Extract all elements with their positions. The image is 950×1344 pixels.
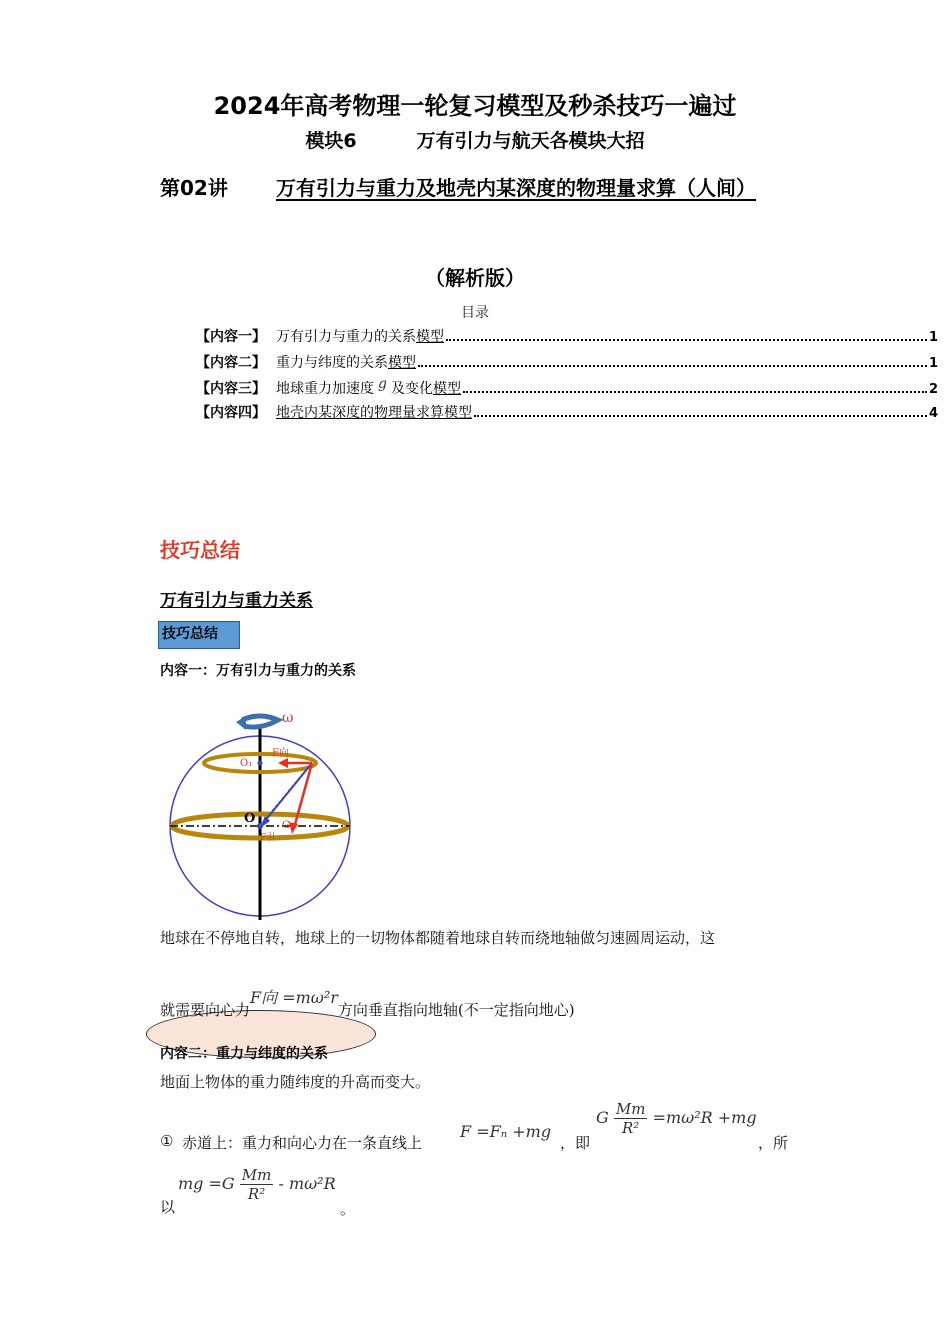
toc-tag: 【内容二】: [196, 355, 266, 371]
circled-number-1: ①: [160, 1132, 174, 1150]
lecture-name: 万有引力与重力及地壳内某深度的物理量求算（人间）: [276, 176, 756, 200]
toc-leader: [446, 338, 927, 341]
toc-label-underlined: 地壳内某深度的物理量求算模型: [276, 405, 472, 421]
ring-center-point: [258, 761, 263, 766]
section-title: 技巧总结: [160, 538, 240, 562]
toc-tag: 【内容三】: [196, 381, 266, 397]
item-1-text-c: ，所: [758, 1134, 789, 1152]
toc-page-number: 1: [928, 330, 938, 345]
toc-symbol-g: g: [378, 376, 387, 392]
fraction-denominator: R²: [247, 1185, 266, 1203]
toc-page-number: 1: [928, 356, 938, 371]
toc-label-2: 及变化: [390, 381, 433, 397]
item-1-line-2: [160, 1164, 792, 1220]
gravitation-fraction: [614, 1100, 648, 1137]
item-1-line-1: [160, 1100, 792, 1152]
toc-heading: 目录: [461, 305, 489, 321]
centripetal-force-formula: F向 =mω²r: [250, 988, 338, 1007]
toc-item-2[interactable]: [196, 352, 938, 372]
module-name: 万有引力与航天各模块大招: [416, 130, 645, 152]
paragraph-1-text-b: 方向垂直指向地轴(不一定指向地心): [337, 1001, 575, 1019]
paragraph-2: 地面上物体的重力随纬度的升高而变大。: [160, 1073, 431, 1091]
fraction-denominator: R²: [622, 1119, 640, 1137]
weight-formula-rest: - mω²R: [278, 1174, 336, 1193]
gravity-force-arrowhead: [289, 822, 298, 834]
toc-label-underlined: 模型: [388, 355, 416, 371]
toc-item-4[interactable]: [196, 402, 938, 422]
module-number: 模块6: [305, 130, 357, 152]
gravitation-formula-prefix: G: [596, 1108, 609, 1127]
omega-label: ω: [282, 710, 294, 726]
label-o: O: [244, 811, 256, 826]
toc-leader: [418, 364, 927, 367]
gravitation-formula: [596, 1100, 757, 1137]
content2-heading: 内容二：重力与纬度的关系: [160, 1046, 328, 1062]
module-title: [0, 126, 950, 153]
weight-formula: [178, 1166, 336, 1203]
label-g: G: [282, 820, 290, 831]
lecture-number: 第02讲: [160, 176, 228, 200]
weight-fraction: [240, 1166, 274, 1203]
toc-leader: [463, 390, 927, 393]
fraction-numerator: Mm: [241, 1166, 272, 1184]
item-1-text-a: 赤道上：重力和向心力在一条直线上: [182, 1134, 423, 1152]
item-1-text-e: 。: [340, 1200, 356, 1218]
subsection-title: 万有引力与重力关系: [160, 591, 313, 611]
toc-page-number: 2: [928, 382, 938, 397]
earth-rotation-diagram: [164, 700, 354, 922]
toc-label: 地球重力加速度: [276, 381, 374, 397]
toc-leader: [474, 414, 927, 417]
weight-formula-prefix: mg =G: [178, 1174, 235, 1193]
rotation-arrow-icon: [242, 716, 278, 727]
toc-label-underlined: 模型: [416, 329, 444, 345]
toc-tag: 【内容一】: [196, 329, 266, 345]
content1-heading: 内容一：万有引力与重力的关系: [160, 663, 356, 679]
edition-label: （解析版）: [425, 266, 525, 290]
document-title: 2024年高考物理一轮复习模型及秒杀技巧一遍过: [213, 92, 737, 120]
label-o1: O₁: [240, 758, 253, 769]
item-1-text-b: ，即: [560, 1134, 591, 1152]
lecture-title: [160, 162, 800, 214]
toc-tag: 【内容四】: [196, 405, 266, 421]
label-f-xiang: F向: [272, 748, 289, 759]
tag-box: 技巧总结: [158, 621, 240, 649]
centripetal-force-arrowhead: [278, 758, 288, 768]
toc-item-1[interactable]: [196, 326, 938, 346]
toc-page-number: 4: [928, 406, 938, 421]
paragraph-1-line-1: 地球在不停地自转，地球上的一切物体都随着地球自转而绕地轴做匀速圆周运动，这: [160, 929, 716, 947]
toc-label: 万有引力与重力的关系: [276, 329, 416, 345]
label-f-yin: F引: [260, 833, 276, 843]
rotation-arrowhead-icon: [236, 716, 246, 730]
paragraph-1-line-2: [160, 985, 575, 1019]
paragraph-1-text-a: 就需要向心力: [160, 1001, 251, 1019]
force-sum-formula: F =Fₙ +mg: [460, 1122, 552, 1141]
gravitation-formula-rest: =mω²R +mg: [652, 1108, 757, 1127]
toc-item-3[interactable]: [196, 378, 938, 398]
item-1-text-d: 以: [160, 1198, 176, 1216]
toc-label-underlined: 模型: [432, 381, 461, 397]
fraction-numerator: Mm: [615, 1100, 646, 1118]
toc-label: 重力与纬度的关系: [276, 355, 388, 371]
